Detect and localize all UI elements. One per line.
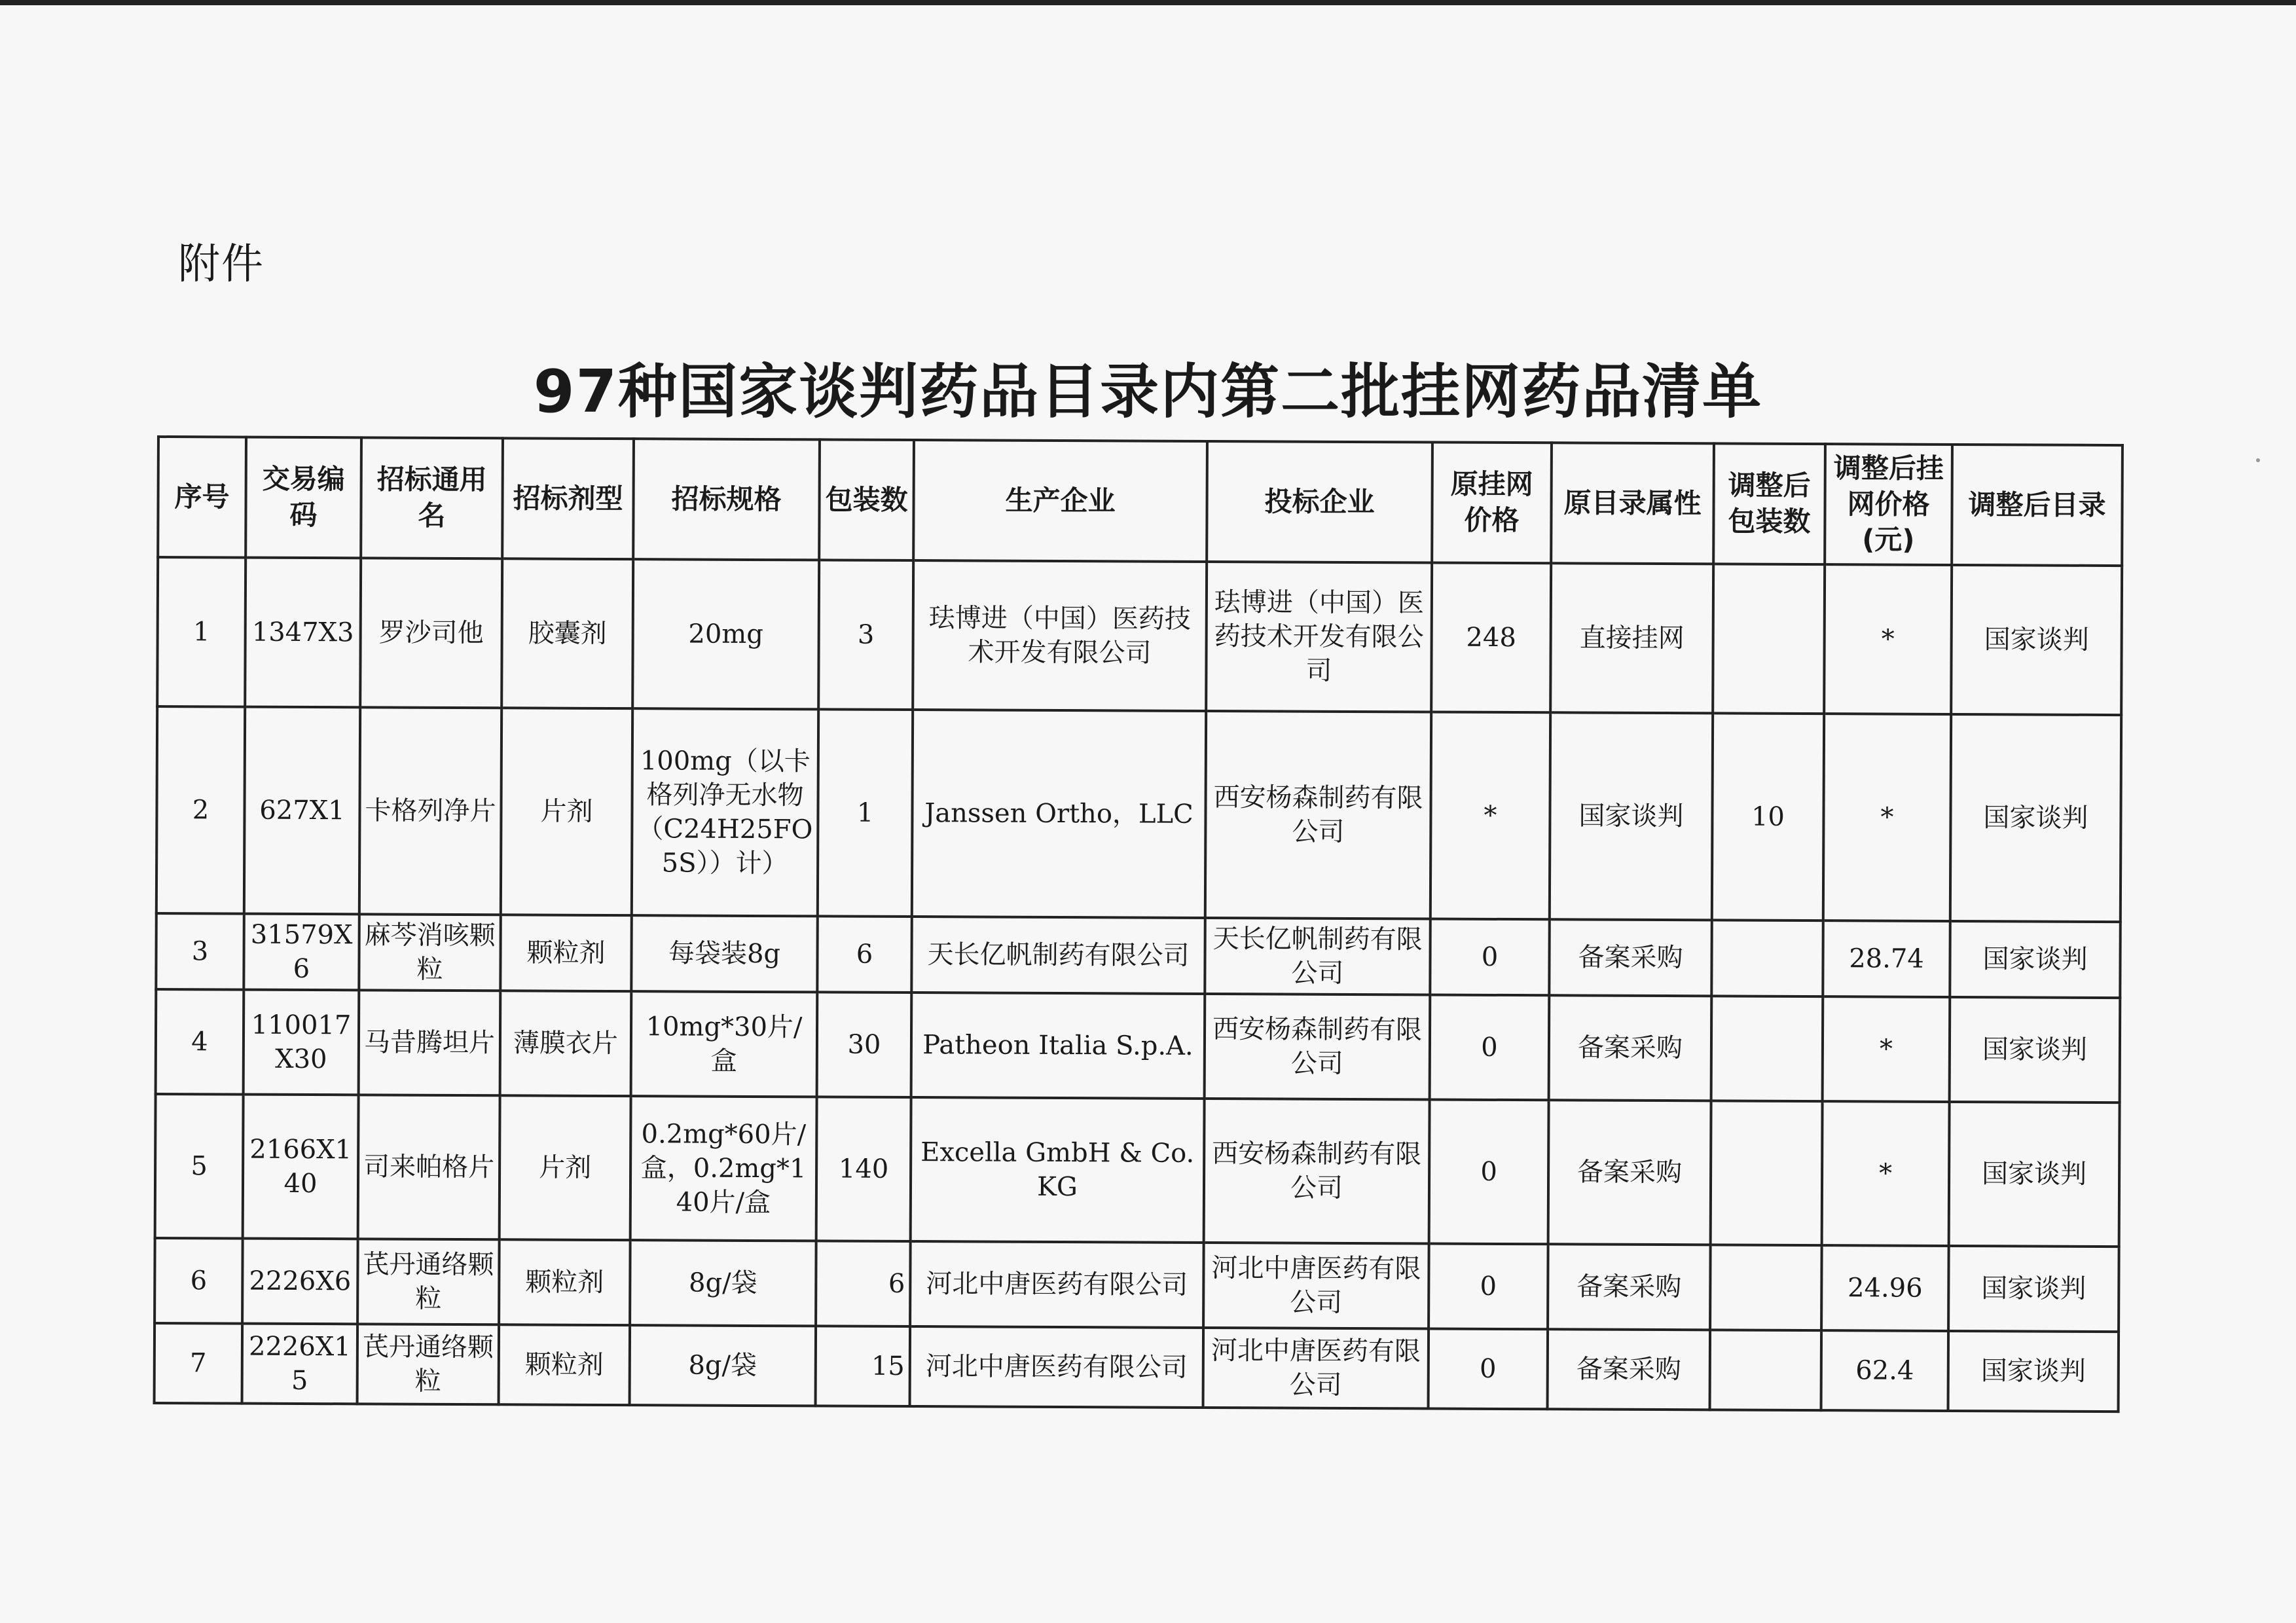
table-header-row [158, 437, 2123, 566]
cell-new-pack [1711, 996, 1823, 1101]
header-bidder: 投标企业 [1207, 441, 1432, 562]
header-new-price: 调整后挂网价格(元) [1825, 444, 1952, 565]
cell-orig-attr: 备案采购 [1548, 1329, 1711, 1410]
cell-no: 5 [155, 1094, 244, 1239]
cell-pack: 30 [817, 992, 912, 1097]
cell-orig-attr: 直接挂网 [1550, 563, 1713, 713]
cell-form: 片剂 [500, 1095, 631, 1240]
cell-orig-price: 0 [1429, 1328, 1548, 1409]
cell-maker: Janssen Ortho，LLC [912, 710, 1206, 918]
header-no: 序号 [158, 437, 246, 558]
cell-name: 芪丹通络颗粒 [357, 1239, 500, 1324]
cell-bidder: 天长亿帆制药有限公司 [1205, 918, 1430, 994]
table-row [156, 706, 2121, 922]
cell-orig-price: 248 [1431, 562, 1551, 712]
cell-new-catalog: 国家谈判 [1949, 1102, 2120, 1247]
cell-pack: 140 [816, 1097, 911, 1241]
header-form: 招标剂型 [502, 438, 634, 559]
cell-new-price: * [1823, 714, 1951, 921]
cell-orig-attr: 国家谈判 [1550, 712, 1713, 920]
cell-code: 2226X15 [242, 1324, 358, 1404]
cell-new-pack [1711, 1101, 1823, 1245]
cell-name: 芪丹通络颗粒 [357, 1324, 500, 1404]
cell-orig-price: 0 [1429, 1243, 1548, 1329]
cell-maker: 河北中唐医药有限公司 [910, 1241, 1204, 1328]
cell-new-price: 24.96 [1821, 1245, 1949, 1331]
header-spec: 招标规格 [633, 439, 820, 560]
cell-new-price: * [1824, 564, 1952, 714]
cell-code: 110017X30 [244, 990, 359, 1095]
table-row [155, 1094, 2120, 1247]
cell-pack: 3 [818, 560, 913, 710]
cell-new-catalog: 国家谈判 [1950, 921, 2121, 998]
table-row [155, 1238, 2119, 1332]
header-new-catalog: 调整后目录 [1952, 445, 2123, 566]
cell-new-pack: 10 [1712, 713, 1824, 921]
cell-orig-attr: 备案采购 [1548, 1100, 1711, 1245]
cell-orig-price: 0 [1429, 1099, 1549, 1244]
cell-bidder: 珐博进（中国）医药技术开发有限公司 [1206, 562, 1432, 712]
cell-new-pack [1710, 1245, 1822, 1330]
cell-pack: 15 [816, 1326, 911, 1406]
cell-maker: Excella GmbH & Co. KG [911, 1097, 1205, 1243]
header-orig-price: 原挂网价格 [1432, 442, 1552, 563]
table-row [156, 989, 2121, 1103]
cell-orig-price: 0 [1430, 919, 1550, 995]
cell-code: 31579X6 [244, 914, 359, 991]
cell-pack: 6 [816, 1241, 911, 1326]
cell-spec: 20mg [632, 559, 819, 709]
cell-bidder: 西安杨森制药有限公司 [1205, 994, 1430, 1099]
cell-maker: 天长亿帆制药有限公司 [911, 917, 1205, 994]
cell-bidder: 河北中唐医药有限公司 [1203, 1328, 1429, 1408]
cell-orig-price: * [1430, 712, 1550, 919]
table-row [156, 913, 2120, 998]
cell-bidder: 西安杨森制药有限公司 [1205, 711, 1431, 919]
scan-artifact [2256, 458, 2260, 462]
header-name: 招标通用名 [361, 437, 503, 558]
cell-spec: 10mg*30片/盒 [631, 991, 818, 1097]
header-pack: 包装数 [819, 439, 914, 560]
table-row [155, 1323, 2119, 1412]
cell-spec: 0.2mg*60片/盒，0.2mg*140片/盒 [630, 1096, 817, 1241]
cell-new-price: * [1823, 996, 1950, 1102]
cell-bidder: 河北中唐医药有限公司 [1203, 1243, 1429, 1328]
cell-new-price: * [1822, 1101, 1950, 1246]
cell-bidder: 西安杨森制药有限公司 [1204, 1099, 1430, 1243]
cell-no: 7 [155, 1323, 243, 1404]
cell-new-pack [1711, 920, 1823, 996]
cell-maker: 河北中唐医药有限公司 [910, 1326, 1204, 1408]
cell-spec: 每袋装8g [631, 915, 818, 992]
cell-new-catalog: 国家谈判 [1948, 1331, 2119, 1412]
cell-form: 颗粒剂 [500, 915, 632, 991]
drug-list-table [153, 435, 2124, 1413]
cell-spec: 8g/袋 [630, 1325, 816, 1406]
header-new-pack: 调整后包装数 [1713, 443, 1825, 564]
cell-form: 胶囊剂 [501, 558, 633, 708]
cell-code: 2166X140 [243, 1095, 359, 1239]
header-code: 交易编码 [246, 437, 361, 558]
cell-maker: 珐博进（中国）医药技术开发有限公司 [913, 560, 1207, 711]
cell-no: 4 [156, 989, 244, 1095]
header-maker: 生产企业 [913, 440, 1207, 562]
cell-orig-attr: 备案采购 [1548, 1244, 1711, 1330]
cell-no: 1 [157, 557, 246, 707]
cell-form: 颗粒剂 [499, 1239, 630, 1325]
cell-name: 麻芩消咳颗粒 [359, 914, 501, 991]
cell-pack: 6 [817, 916, 912, 993]
cell-form: 颗粒剂 [499, 1324, 630, 1405]
cell-no: 2 [156, 706, 245, 914]
cell-orig-price: 0 [1430, 994, 1550, 1100]
cell-pack: 1 [818, 709, 913, 917]
cell-form: 薄膜衣片 [500, 991, 632, 1096]
table-row [157, 557, 2122, 715]
scan-top-border [0, 0, 2296, 5]
cell-code: 2226X6 [242, 1239, 358, 1324]
cell-maker: Patheon Italia S.p.A. [911, 993, 1205, 1099]
cell-new-pack [1710, 1330, 1822, 1410]
header-orig-attr: 原目录属性 [1551, 443, 1714, 564]
document-title: 97种国家谈判药品目录内第二批挂网药品清单 [533, 357, 1763, 426]
cell-name: 马昔腾坦片 [359, 990, 501, 1095]
cell-spec: 8g/袋 [630, 1240, 816, 1326]
cell-new-pack [1713, 564, 1825, 714]
attachment-label: 附件 [178, 240, 264, 289]
cell-form: 片剂 [501, 708, 632, 915]
cell-name: 卡格列净片 [359, 707, 501, 915]
cell-orig-attr: 备案采购 [1549, 995, 1712, 1101]
cell-new-catalog: 国家谈判 [1950, 714, 2121, 922]
cell-new-price: 62.4 [1821, 1330, 1949, 1411]
cell-orig-attr: 备案采购 [1549, 919, 1712, 996]
cell-new-catalog: 国家谈判 [1950, 997, 2121, 1103]
cell-spec: 100mg（以卡格列净无水物（C24H25FO5S））计） [632, 708, 818, 916]
cell-name: 罗沙司他 [360, 558, 502, 708]
cell-code: 627X1 [244, 707, 360, 915]
cell-no: 3 [156, 913, 244, 990]
cell-new-catalog: 国家谈判 [1948, 1246, 2119, 1332]
cell-name: 司来帕格片 [358, 1095, 500, 1239]
cell-no: 6 [155, 1238, 243, 1324]
cell-new-price: 28.74 [1823, 921, 1950, 997]
cell-code: 1347X3 [245, 558, 361, 708]
cell-new-catalog: 国家谈判 [1951, 565, 2122, 715]
